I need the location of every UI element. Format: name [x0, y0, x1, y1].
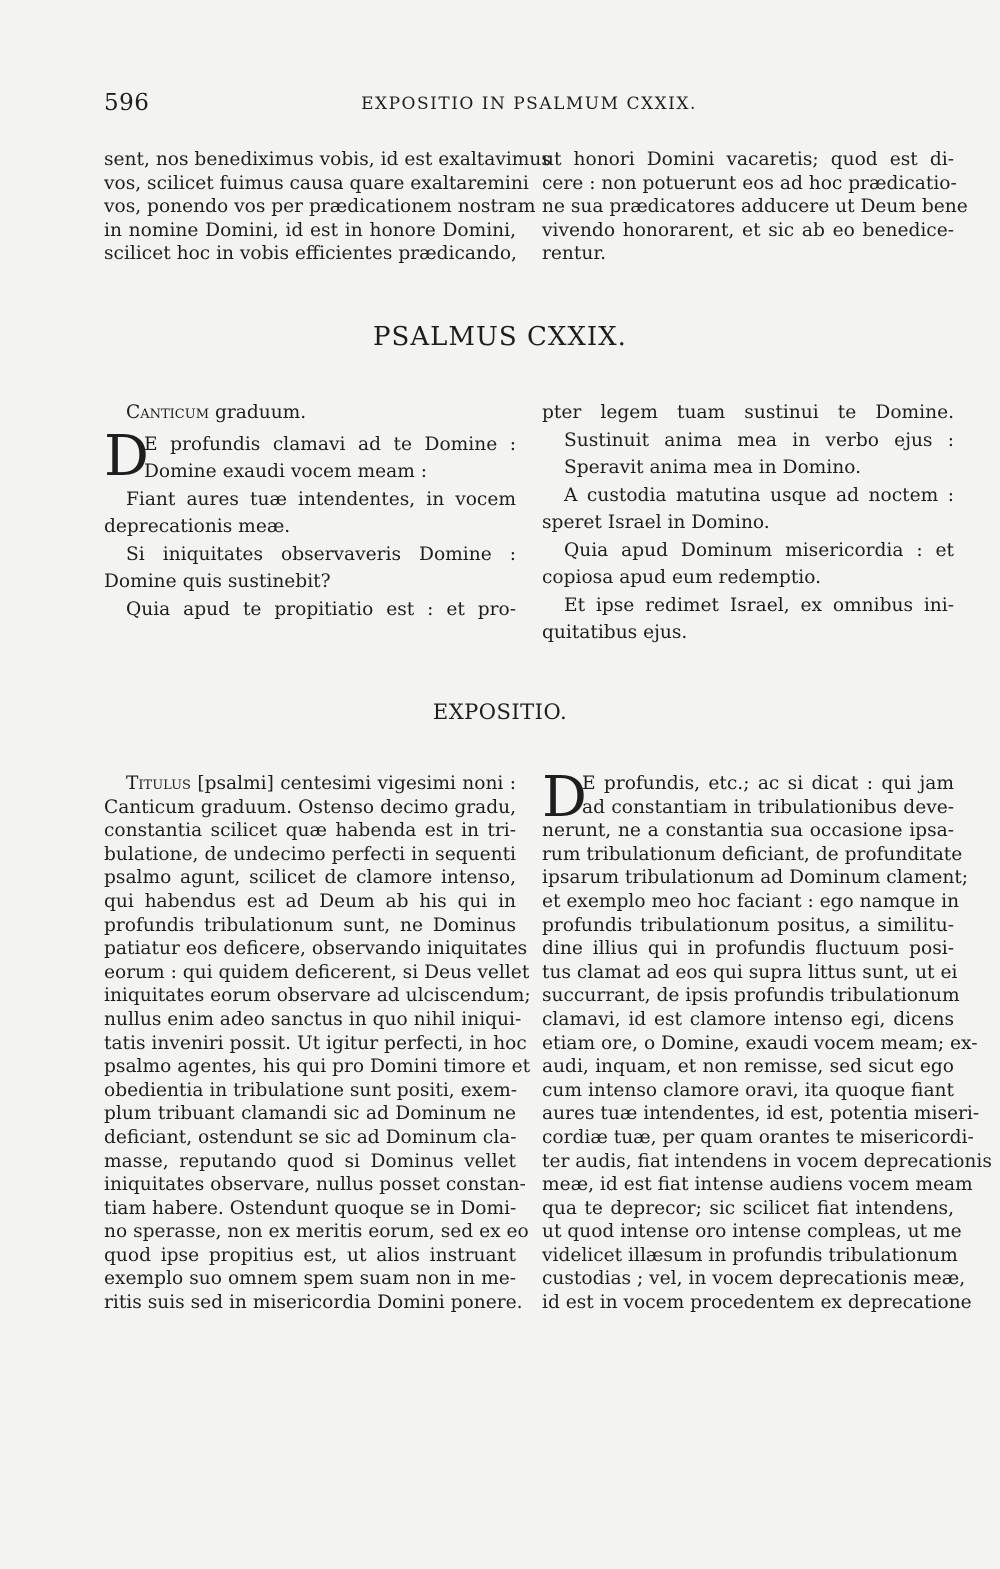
- text-line: psalmo agentes, his qui pro Domini timore et: [104, 1056, 531, 1078]
- top-right-column: [542, 148, 968, 266]
- expositio-dropcap-block: [542, 765, 954, 830]
- page-number: 596: [104, 90, 150, 116]
- text-line: rentur.: [542, 243, 607, 265]
- text-line: videlicet illæsum in profundis tribulationum: [542, 1244, 958, 1266]
- text-line: in nomine Domini, id est in honore Domini,: [104, 219, 516, 241]
- verse-line: Quia apud te propitiatio est : et pro-: [126, 598, 516, 620]
- verse-line: Sustinuit anima mea in verbo ejus :: [564, 429, 954, 451]
- verse-line: Domine quis sustinebit?: [104, 571, 331, 592]
- text-line: ut quod intense oro intense compleas, ut me: [542, 1221, 962, 1243]
- text-line: custodias ; vel, in vocem deprecationis meæ,: [542, 1268, 966, 1290]
- text-line: eorum : qui quidem deficerent, si Deus vellet: [104, 961, 530, 983]
- verse-line: Et ipse redimet Israel, ex omnibus ini-: [564, 594, 954, 616]
- text-line: no sperasse, non ex meritis eorum, sed ex eo: [104, 1221, 529, 1243]
- verse-line: Domine exaudi vocem meam :: [144, 461, 428, 482]
- text-line: ipsarum tribulationum ad Dominum clament;: [542, 867, 969, 889]
- text-line: id est in vocem procedentem ex deprecatione: [542, 1292, 972, 1314]
- text-line: tatis inveniri possit. Ut igitur perfecti, in hoc: [104, 1032, 527, 1054]
- verse-line: deprecationis meæ.: [104, 516, 291, 537]
- text-line: vos, scilicet fuimus causa quare exaltaremini: [104, 172, 529, 194]
- top-left-column: [104, 148, 551, 266]
- text-line: profundis tribulationum positus, a similitu-: [542, 914, 954, 936]
- verse-line: copiosa apud eum redemptio.: [542, 567, 822, 588]
- text-line: ritis suis sed in misericordia Domini ponere.: [104, 1292, 523, 1314]
- text-line: constantia scilicet quæ habenda est in tri-: [104, 820, 516, 842]
- expositio-dropcap: D: [542, 765, 587, 830]
- psalm-title: [104, 399, 516, 427]
- expositio-right-column: [542, 765, 992, 1315]
- text-line: Canticum graduum. Ostenso decimo gradu,: [104, 796, 516, 818]
- text-line: et exemplo meo hoc faciant : ego namque in: [542, 890, 960, 912]
- verse-line: speret Israel in Domino.: [542, 512, 770, 533]
- text-line: ter audis, fiat intendens in vocem deprecationis: [542, 1150, 992, 1172]
- text-line: succurrant, de ipsis profundis tribulationum: [542, 985, 960, 1007]
- text-line: plum tribuant clamandi sic ad Dominum ne: [104, 1103, 516, 1125]
- text-line: meæ, id est fiat intense audiens vocem meam: [542, 1174, 973, 1196]
- verse-line: Speravit anima mea in Domino.: [564, 457, 861, 478]
- verse-line: quitatibus ejus.: [542, 622, 688, 643]
- text-line: cum intenso clamore oravi, ita quoque fiant: [542, 1079, 954, 1101]
- psalm-title-rest: graduum.: [214, 402, 307, 423]
- verse-line: Quia apud Dominum misericordia : et: [564, 539, 954, 561]
- text-line: aures tuæ intendentes, id est, potentia miseri-: [542, 1103, 980, 1125]
- text-line: nullus enim adeo sanctus in quo nihil iniqui-: [104, 1008, 522, 1030]
- text-line: qua te deprecor; sic scilicet fiat intendens,: [542, 1197, 954, 1219]
- text-line: ut honori Domini vacaretis; quod est di-: [542, 149, 954, 170]
- verse-line: Fiant aures tuæ intendentes, in vocem: [126, 488, 516, 510]
- psalm-heading: PSALMUS CXXIX.: [373, 322, 627, 352]
- text-line: tiam habere. Ostendunt quoque se in Domi-: [104, 1197, 517, 1219]
- expositio-first-line: [104, 772, 516, 796]
- text-line: nerunt, ne a constantia sua occasione ipsa-: [542, 820, 954, 842]
- dropcap-block: [104, 423, 516, 489]
- text-line: sent, nos benediximus vobis, id est exaltavimus: [104, 149, 551, 170]
- text-line: deficiant, ostendunt se sic ad Dominum cla-: [104, 1126, 517, 1148]
- text-line: ad constantiam in tribulationibus deve-: [582, 796, 954, 818]
- psalm-dropcap: D: [104, 423, 149, 489]
- text-line: exemplo suo omnem spem suam non in me-: [104, 1268, 516, 1290]
- text-line: masse, reputando quod si Dominus vellet: [104, 1150, 516, 1172]
- text-line: audi, inquam, et non remisse, sed sicut ego: [542, 1056, 954, 1078]
- text-line: vos, ponendo vos per prædicationem nostram: [104, 196, 536, 218]
- text-line: obedientia in tribulatione sunt positi, exem-: [104, 1079, 518, 1101]
- text-line: profundis tribulationum sunt, ne Dominus: [104, 914, 516, 936]
- verse-line: E profundis clamavi ad te Domine :: [144, 433, 516, 455]
- text-line: ne sua prædicatores adducere ut Deum bene: [542, 196, 968, 218]
- running-head: [104, 90, 954, 120]
- expositio-heading: EXPOSITIO.: [432, 700, 568, 724]
- text-line: dine illius qui in profundis fluctuum posi-: [542, 938, 954, 960]
- verse-line: A custodia matutina usque ad noctem :: [564, 484, 954, 506]
- text-line: rum tribulationum deficiant, de profunditate: [542, 843, 963, 865]
- text-line: cere : non potuerunt eos ad hoc prædicatio-: [542, 172, 957, 194]
- psalm-title-smallcaps: Canticum: [126, 402, 210, 423]
- text-line: tus clamat ad eos qui supra littus sunt, ut ei: [542, 961, 958, 983]
- verse-line: Si iniquitates observaveris Domine :: [126, 543, 516, 565]
- text-line: quod ipse propitius est, ut alios instruant: [104, 1244, 516, 1266]
- text-line: etiam ore, o Domine, exaudi vocem meam; ex-: [542, 1032, 978, 1054]
- text-line: scilicet hoc in vobis efficientes prædicando,: [104, 243, 517, 265]
- expositio-left-column: [104, 772, 531, 1315]
- text-line: patiatur eos deficere, observando iniquitates: [104, 938, 528, 960]
- running-head-title: EXPOSITIO IN PSALMUM CXXIX.: [361, 94, 697, 114]
- titulus-smallcaps: Titulus: [126, 773, 191, 794]
- text-line: psalmo agunt, scilicet de clamore intenso,: [104, 867, 516, 889]
- psalm-left-column: [104, 399, 516, 623]
- text-line: iniquitates observare, nullus posset constan-: [104, 1174, 526, 1196]
- text-line: E profundis, etc.; ac si dicat : qui jam: [582, 773, 954, 794]
- text-line: qui habendus est ad Deum ab his qui in: [104, 890, 516, 912]
- text-line: iniquitates eorum observare ad ulciscendum;: [104, 985, 531, 1007]
- text-line: clamavi, id est clamore intenso egi, dicens: [542, 1008, 954, 1030]
- text-line: vivendo honorarent, et sic ab eo benedice-: [542, 219, 954, 241]
- verse-line: pter legem tuam sustinui te Domine.: [542, 402, 954, 423]
- text-line: bulatione, de undecimo perfecti in sequenti: [104, 843, 516, 865]
- titulus-rest: [psalmi] centesimi vigesimi noni :: [197, 773, 516, 794]
- psalm-right-column: [542, 399, 954, 647]
- text-line: cordiæ tuæ, per quam orantes te misericordi-: [542, 1126, 974, 1148]
